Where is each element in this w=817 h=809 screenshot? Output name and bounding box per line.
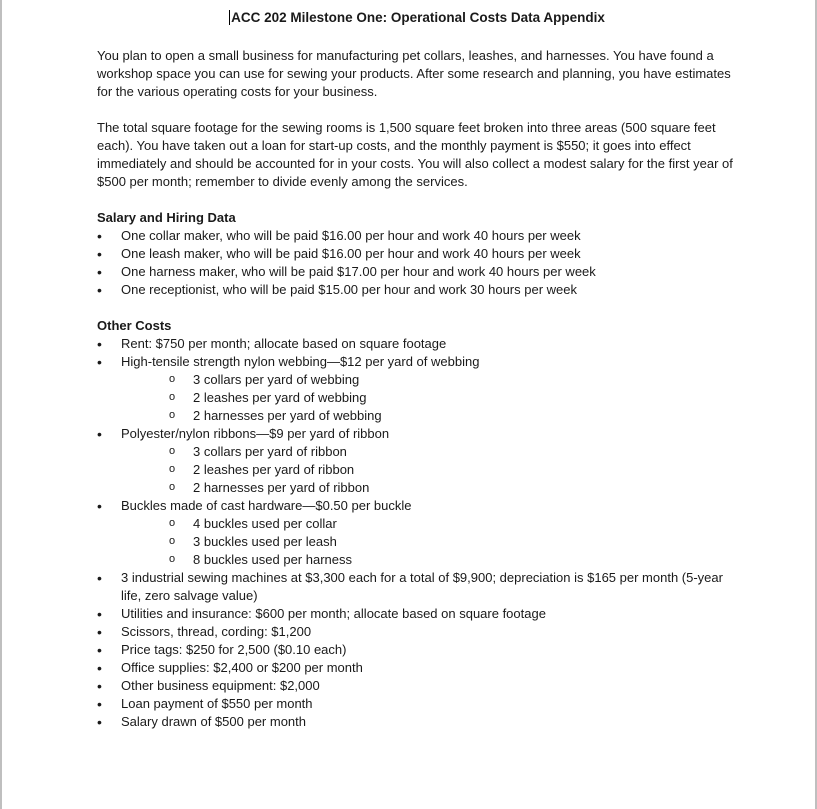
sublist-item: o 2 leashes per yard of ribbon xyxy=(121,461,737,479)
salary-list xyxy=(97,227,737,299)
sublist-item: o 4 buckles used per collar xyxy=(121,515,737,533)
list-item-webbing xyxy=(97,353,737,425)
list-item-label: Buckles made of cast hardware—$0.50 per buckle xyxy=(121,498,412,513)
list-item-buckles xyxy=(97,497,737,569)
document-title xyxy=(97,9,737,27)
footage-paragraph: The total square footage for the sewing rooms is 1,500 square feet broken into three areas (500 square feet each). You have taken out a loan for start-up costs, and the monthly payment is $550; it goes into effect immediately and should be accounted for in your costs. You will also collect a modest salary for the first year of $500 per month; remember to divide evenly among the services. xyxy=(97,120,733,189)
sublist-item: o 2 leashes per yard of webbing xyxy=(121,389,737,407)
list-item: • Scissors, thread, cording: $1,200 xyxy=(97,623,737,641)
list-item: • 3 industrial sewing machines at $3,300 each for a total of $9,900; depreciation is $165 per month (5-year life, zero salvage value) xyxy=(97,569,737,605)
list-item: • Loan payment of $550 per month xyxy=(97,695,737,713)
buckles-sublist xyxy=(121,515,737,569)
sublist-item: o 2 harnesses per yard of webbing xyxy=(121,407,737,425)
list-item: • Office supplies: $2,400 or $200 per month xyxy=(97,659,737,677)
intro-paragraph: You plan to open a small business for manufacturing pet collars, leashes, and harnesses. You have found a workshop space you can use for sewing your products. After some research and planning, you have estimates for the various operating costs for your business. xyxy=(97,48,731,99)
text-cursor xyxy=(229,10,230,25)
document-page[interactable] xyxy=(97,9,737,731)
sublist-item: o 3 collars per yard of ribbon xyxy=(121,443,737,461)
ribbons-sublist xyxy=(121,443,737,497)
other-costs-heading: Other Costs xyxy=(97,318,172,333)
list-item: • One harness maker, who will be paid $17.00 per hour and work 40 hours per week xyxy=(97,263,737,281)
list-item: • One receptionist, who will be paid $15.00 per hour and work 30 hours per week xyxy=(97,281,737,299)
salary-heading: Salary and Hiring Data xyxy=(97,210,236,225)
list-item: • Salary drawn of $500 per month xyxy=(97,713,737,731)
list-item-ribbons xyxy=(97,425,737,497)
list-item-label: High-tensile strength nylon webbing—$12 per yard of webbing xyxy=(121,354,480,369)
sublist-item: o 2 harnesses per yard of ribbon xyxy=(121,479,737,497)
page-edge-left xyxy=(0,0,2,809)
list-item: • One leash maker, who will be paid $16.00 per hour and work 40 hours per week xyxy=(97,245,737,263)
sublist-item: o 3 collars per yard of webbing xyxy=(121,371,737,389)
list-item: • Utilities and insurance: $600 per month; allocate based on square footage xyxy=(97,605,737,623)
sublist-item: o 3 buckles used per leash xyxy=(121,533,737,551)
list-item: • One collar maker, who will be paid $16.00 per hour and work 40 hours per week xyxy=(97,227,737,245)
list-item: • Other business equipment: $2,000 xyxy=(97,677,737,695)
sublist-item: o 8 buckles used per harness xyxy=(121,551,737,569)
other-costs-list xyxy=(97,335,737,731)
webbing-sublist xyxy=(121,371,737,425)
document-title-text: ACC 202 Milestone One: Operational Costs Data Appendix xyxy=(231,10,605,25)
list-item: • Price tags: $250 for 2,500 ($0.10 each) xyxy=(97,641,737,659)
list-item-label: Polyester/nylon ribbons—$9 per yard of ribbon xyxy=(121,426,390,441)
list-item: • Rent: $750 per month; allocate based on square footage xyxy=(97,335,737,353)
section-gap xyxy=(97,299,737,317)
